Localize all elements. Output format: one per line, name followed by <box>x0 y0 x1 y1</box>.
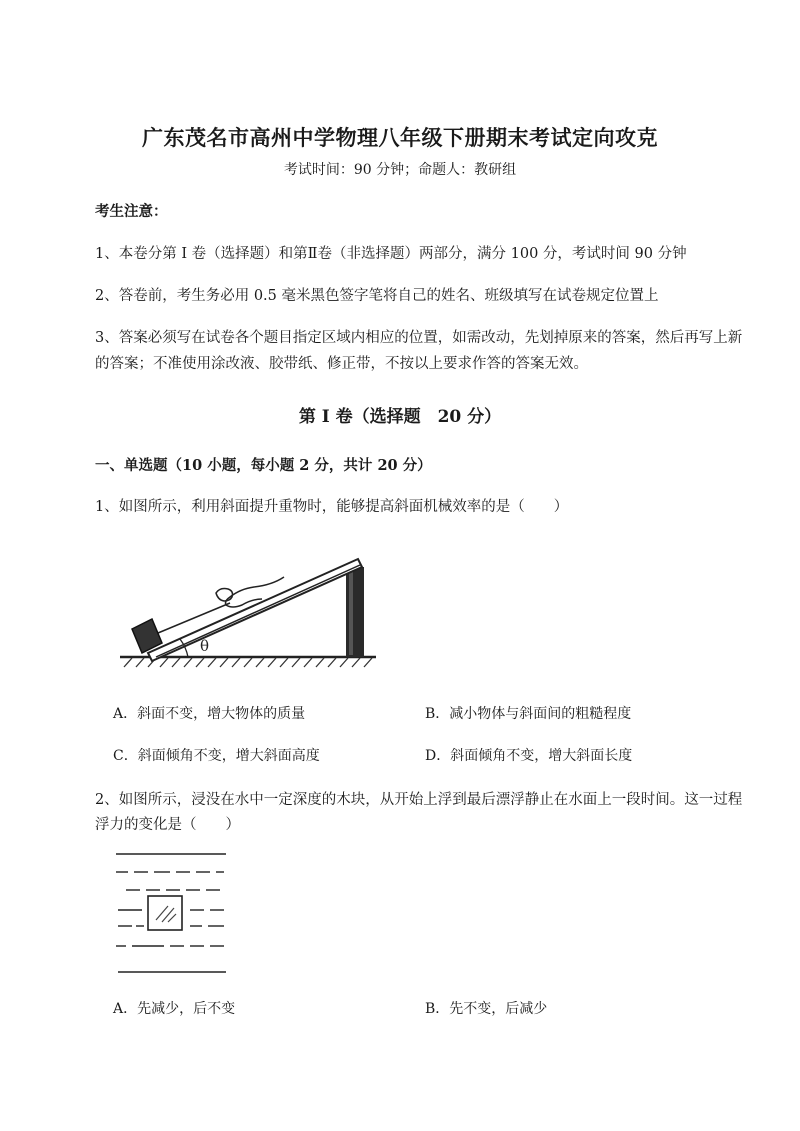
section-title: 第 I 卷（选择题 20 分） <box>298 407 502 427</box>
question-2-option-b[interactable]: B．先不变，后减少 <box>425 1001 548 1017</box>
question-1-text: 1、如图所示，利用斜面提升重物时，能够提高斜面机械效率的是（ ） <box>95 499 569 515</box>
part-heading: 一、单选题（10 小题，每小题 2 分，共计 20 分） <box>95 457 432 474</box>
question-2-text-line2: 浮力的变化是（ ） <box>95 817 240 833</box>
exam-subtitle: 考试时间：90 分钟；命题人：教研组 <box>283 162 517 178</box>
notice-item-3-cont: 的答案；不准使用涂改液、胶带纸、修正带，不按以上要求作答的答案无效。 <box>95 356 588 372</box>
angle-label: θ <box>200 637 210 655</box>
question-2-option-a[interactable]: A．先减少，后不变 <box>113 1001 236 1017</box>
water-block-figure <box>112 848 232 978</box>
question-2-text-line1: 2、如图所示，浸没在水中一定深度的木块，从开始上浮到最后漂浮静止在水面上一段时间。这一过程 <box>95 792 743 808</box>
notice-item-3: 3、答案必须写在试卷各个题目指定区域内相应的位置，如需改动，先划掉原来的答案，然后再写上新 <box>95 330 743 346</box>
question-1-option-c[interactable]: C．斜面倾角不变，增大斜面高度 <box>113 748 320 764</box>
notice-item-2: 2、答卷前，考生务必用 0.5 毫米黑色签字笔将自己的姓名、班级填写在试卷规定位置上 <box>95 288 659 304</box>
notice-item-1: 1、本卷分第 I 卷（选择题）和第Ⅱ卷（非选择题）两部分，满分 100 分，考试时间 90 分钟 <box>95 246 687 262</box>
question-1-option-a[interactable]: A．斜面不变，增大物体的质量 <box>113 706 306 722</box>
notice-heading: 考生注意： <box>95 203 168 220</box>
incline-figure <box>118 545 380 670</box>
question-1-option-d[interactable]: D．斜面倾角不变，增大斜面长度 <box>425 748 633 764</box>
question-1-option-b[interactable]: B．减小物体与斜面间的粗糙程度 <box>425 706 632 722</box>
page-title: 广东茂名市高州中学物理八年级下册期末考试定向攻克 <box>142 125 658 150</box>
